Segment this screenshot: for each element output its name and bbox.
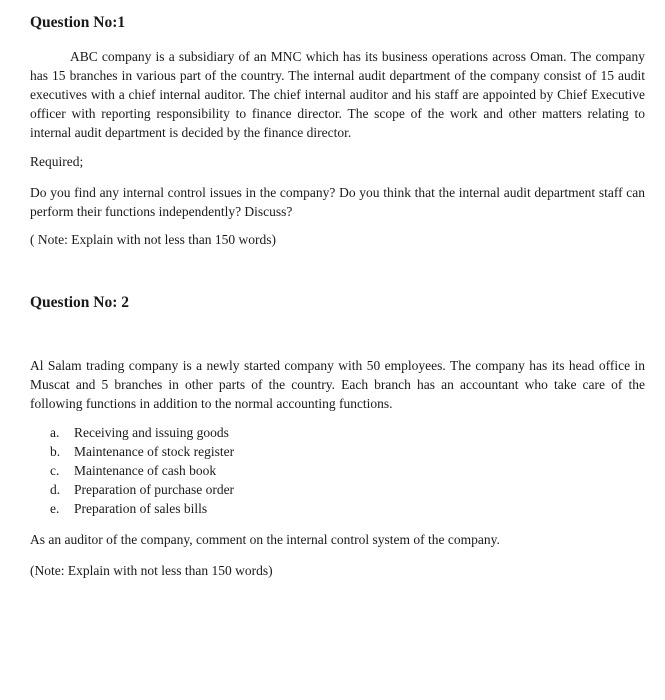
list-item-text: Maintenance of stock register (74, 444, 235, 459)
list-item-letter: b. (50, 444, 61, 459)
question-2-body: Al Salam trading company is a newly started company with 50 employees. The company has its head office in Muscat and 5 branches in other parts of the country. Each branch has an accountant who take care of the following functions in addition to the normal accounting functions. (30, 358, 645, 411)
question-2-prompt: As an auditor of the company, comment on the internal control system of the company. (30, 532, 500, 547)
list-item-letter: a. (50, 425, 60, 440)
list-item (50, 461, 645, 480)
list-item-text: Receiving and issuing goods (74, 425, 229, 440)
list-item-letter: c. (50, 463, 60, 478)
list-item (50, 480, 645, 499)
question-2-note: (Note: Explain with not less than 150 words) (30, 563, 273, 578)
list-item-letter: d. (50, 482, 61, 497)
list-item (50, 499, 645, 518)
list-item-text: Preparation of sales bills (74, 501, 208, 516)
list-item-letter: e. (50, 501, 60, 516)
question-1-body: ABC company is a subsidiary of an MNC which has its business operations across Oman. The company has 15 branches in various part of the country. The internal audit department of the company consist of 15 audit executives with a chief internal auditor. The chief internal auditor and his staff are appointed by Chief Executive officer with reporting responsibility to finance director. The scope of the work and other matters relating to internal audit department is decided by the finance director. (30, 49, 645, 140)
list-item-text: Preparation of purchase order (74, 482, 235, 497)
question-1-note: ( Note: Explain with not less than 150 words) (30, 232, 276, 247)
question-1-prompt: Do you find any internal control issues in the company? Do you think that the internal audit department staff can perform their functions independently? Discuss? (30, 185, 645, 219)
question-1-required: Required; (30, 154, 84, 169)
list-item (50, 423, 645, 442)
question-1-title: Question No:1 (30, 14, 126, 31)
list-item (50, 442, 645, 461)
question-2-title: Question No: 2 (30, 294, 130, 311)
question-2-function-list (30, 423, 645, 518)
list-item-text: Maintenance of cash book (74, 463, 217, 478)
document (30, 10, 645, 580)
